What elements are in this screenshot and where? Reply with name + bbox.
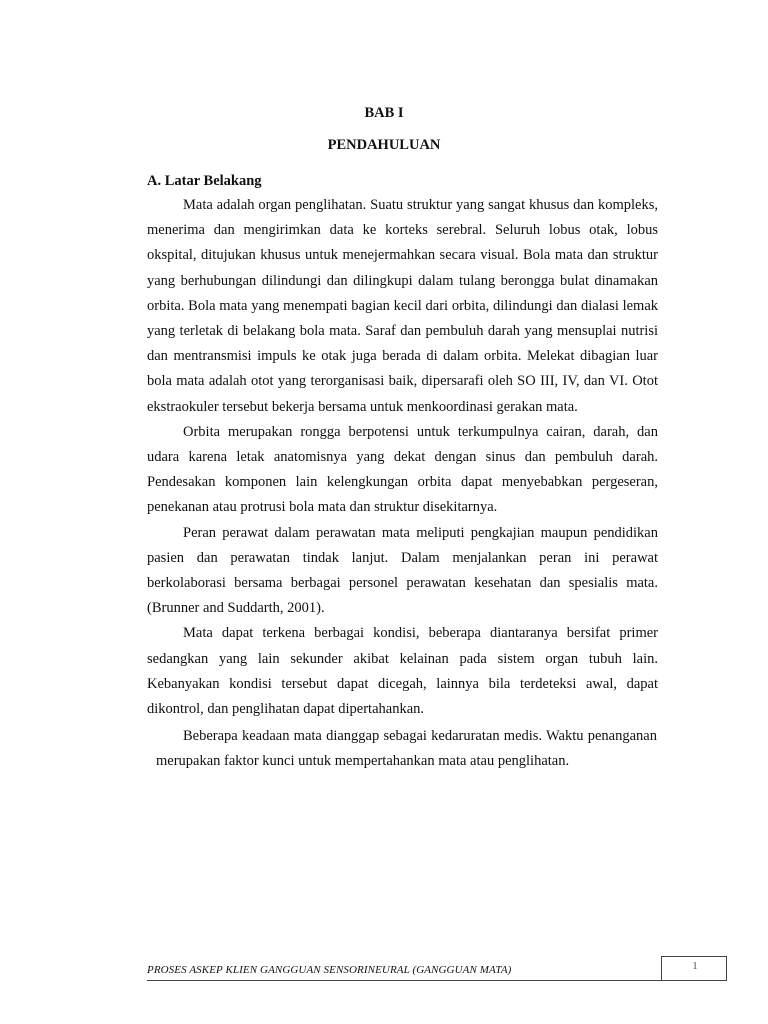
paragraph: Orbita merupakan rongga berpotensi untuk terkumpulnya cairan, darah, dan udara karena letak anatomisnya yang dekat dengan sinus dan pembuluh darah. Pendesakan komponen lain kelengkungan orbita dapat menyebabkan pergeseran, penekanan atau protrusi bola mata dan struktur disekitarnya. (147, 423, 658, 516)
running-title: PROSES ASKEP KLIEN GANGGUAN SENSORINEURAL (GANGGUAN MATA) (147, 964, 512, 976)
chapter-title: PENDAHULUAN (327, 137, 441, 153)
paragraph: Peran perawat dalam perawatan mata meliputi pengkajian maupun pendidikan pasien dan perawatan tindak lanjut. Dalam menjalankan peran ini perawat berkolaborasi bersama berbagai personel perawatan kesehatan dan spesialis mata. (Brunner and Suddarth, 2001). (147, 524, 658, 617)
page-number: 1 (692, 960, 698, 972)
page-footer (147, 960, 727, 980)
paragraph: Beberapa keadaan mata dianggap sebagai kedaruratan medis. Waktu penanganan merupakan faktor kunci untuk mempertahankan mata atau penglihatan. (156, 728, 657, 770)
section-heading: A. Latar Belakang (147, 173, 262, 189)
paragraph: Mata adalah organ penglihatan. Suatu struktur yang sangat khusus dan kompleks, menerima dan mengirimkan data ke korteks serebral. Seluruh lobus otak, lobus okspital, ditujukan khusus untuk menejermahkan secara visual. Bola mata dan struktur yang berhubungan dilindungi dan dilingkupi dalam tulang berongga bulat dinamakan orbita. Bola mata yang menempati bagian kecil dari orbita, dilindungi dan dialasi lemak yang terletak di belakang bola mata. Saraf dan pembuluh darah yang mensuplai nutrisi dan mentransmisi impuls ke otak juga berada di dalam orbita. Melekat dibagian luar bola mata adalah otot yang terorganisasi baik, dipersarafi oleh SO III, IV, dan VI. Otot ekstraokuler tersebut bekerja bersama untuk menkoordinasi gerakan mata. (147, 197, 658, 415)
paragraph: Mata dapat terkena berbagai kondisi, beberapa diantaranya bersifat primer sedangkan yang lain sekunder akibat kelainan pada sistem organ tubuh lain. Kebanyakan kondisi tersebut dapat dicegah, lainnya bila terdeteksi awal, dapat dikontrol, dan penglihatan dapat dipertahankan. (147, 625, 658, 718)
page-number-box (661, 956, 727, 980)
body-text (147, 193, 658, 775)
chapter-number: BAB I (364, 105, 404, 121)
footer-rule (147, 980, 727, 981)
